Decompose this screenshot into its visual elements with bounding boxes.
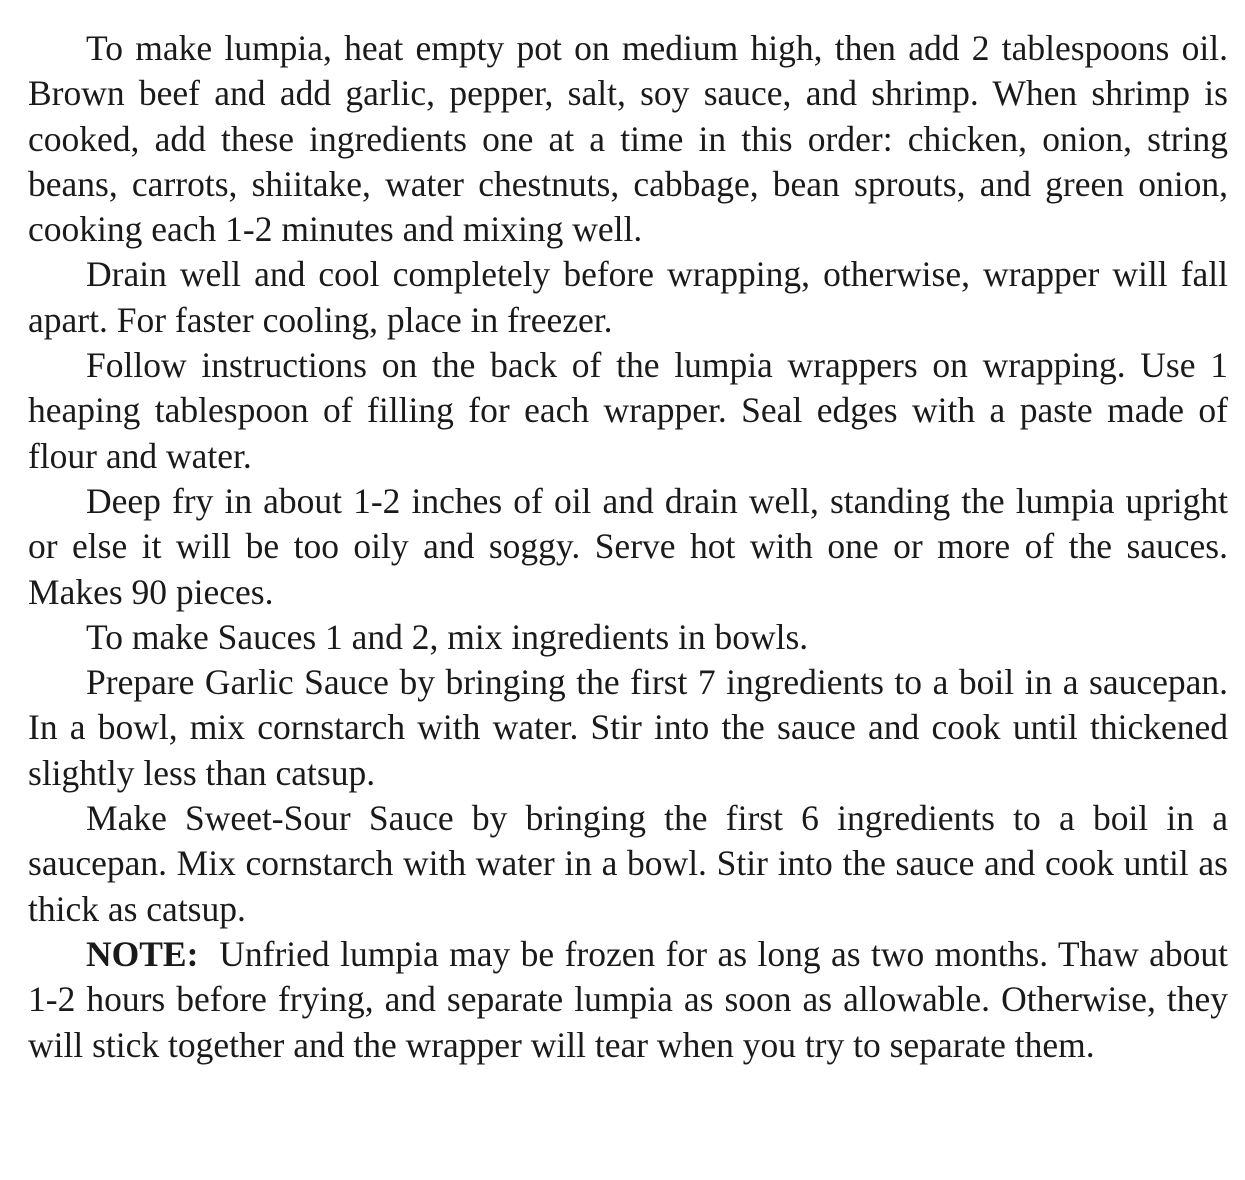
instruction-wrapping: Follow instructions on the back of the lumpia wrappers on wrapping. Use 1 heaping tablespoon of filling for each wrapper. Seal edges with a paste made of flour and water. — [28, 345, 1228, 476]
instruction-sweet-sour-sauce: Make Sweet-Sour Sauce by bringing the first 6 ingredients to a boil in a saucepan. Mix cornstarch with water in a bowl. Stir into the sauce and cook until as thick as catsup. — [28, 798, 1228, 929]
recipe-instructions — [28, 26, 1228, 1068]
note-label: NOTE: — [86, 933, 199, 974]
instruction-frying: Deep fry in about 1-2 inches of oil and drain well, standing the lumpia upright or else it will be too oily and soggy. Serve hot with one or more of the sauces. Makes 90 pieces. — [28, 480, 1228, 612]
instruction-cooling: Drain well and cool completely before wrapping, otherwise, wrapper will fall apart. For faster cooling, place in freezer. — [28, 254, 1228, 340]
instruction-sauces-1-2: To make Sauces 1 and 2, mix ingredients in bowls. — [86, 616, 809, 657]
instruction-cooking-filling: To make lumpia, heat empty pot on medium high, then add 2 tablespoons oil. Brown beef and add garlic, pepper, salt, soy sauce, and shrimp. When shrimp is cooked, add these ingredients one at a time in this order: chicken, onion, string beans, carrots, shiitake, water chestnuts, cabbage, bean sprouts, and green onion, cooking each 1-2 minutes and mixing well. — [28, 28, 1228, 250]
note-text: Unfried lumpia may be frozen for as long as two months. Thaw about 1-2 hours before frying, and separate lumpia as soon as allowable. Otherwise, they will stick together and the wrapper will tear when you try to separate them. — [28, 933, 1228, 1065]
note-paragraph — [28, 932, 1228, 1068]
instruction-garlic-sauce: Prepare Garlic Sauce by bringing the first 7 ingredients to a boil in a saucepan. In a bowl, mix cornstarch with water. Stir into the sauce and cook until thickened slightly less than catsup. — [28, 662, 1228, 793]
